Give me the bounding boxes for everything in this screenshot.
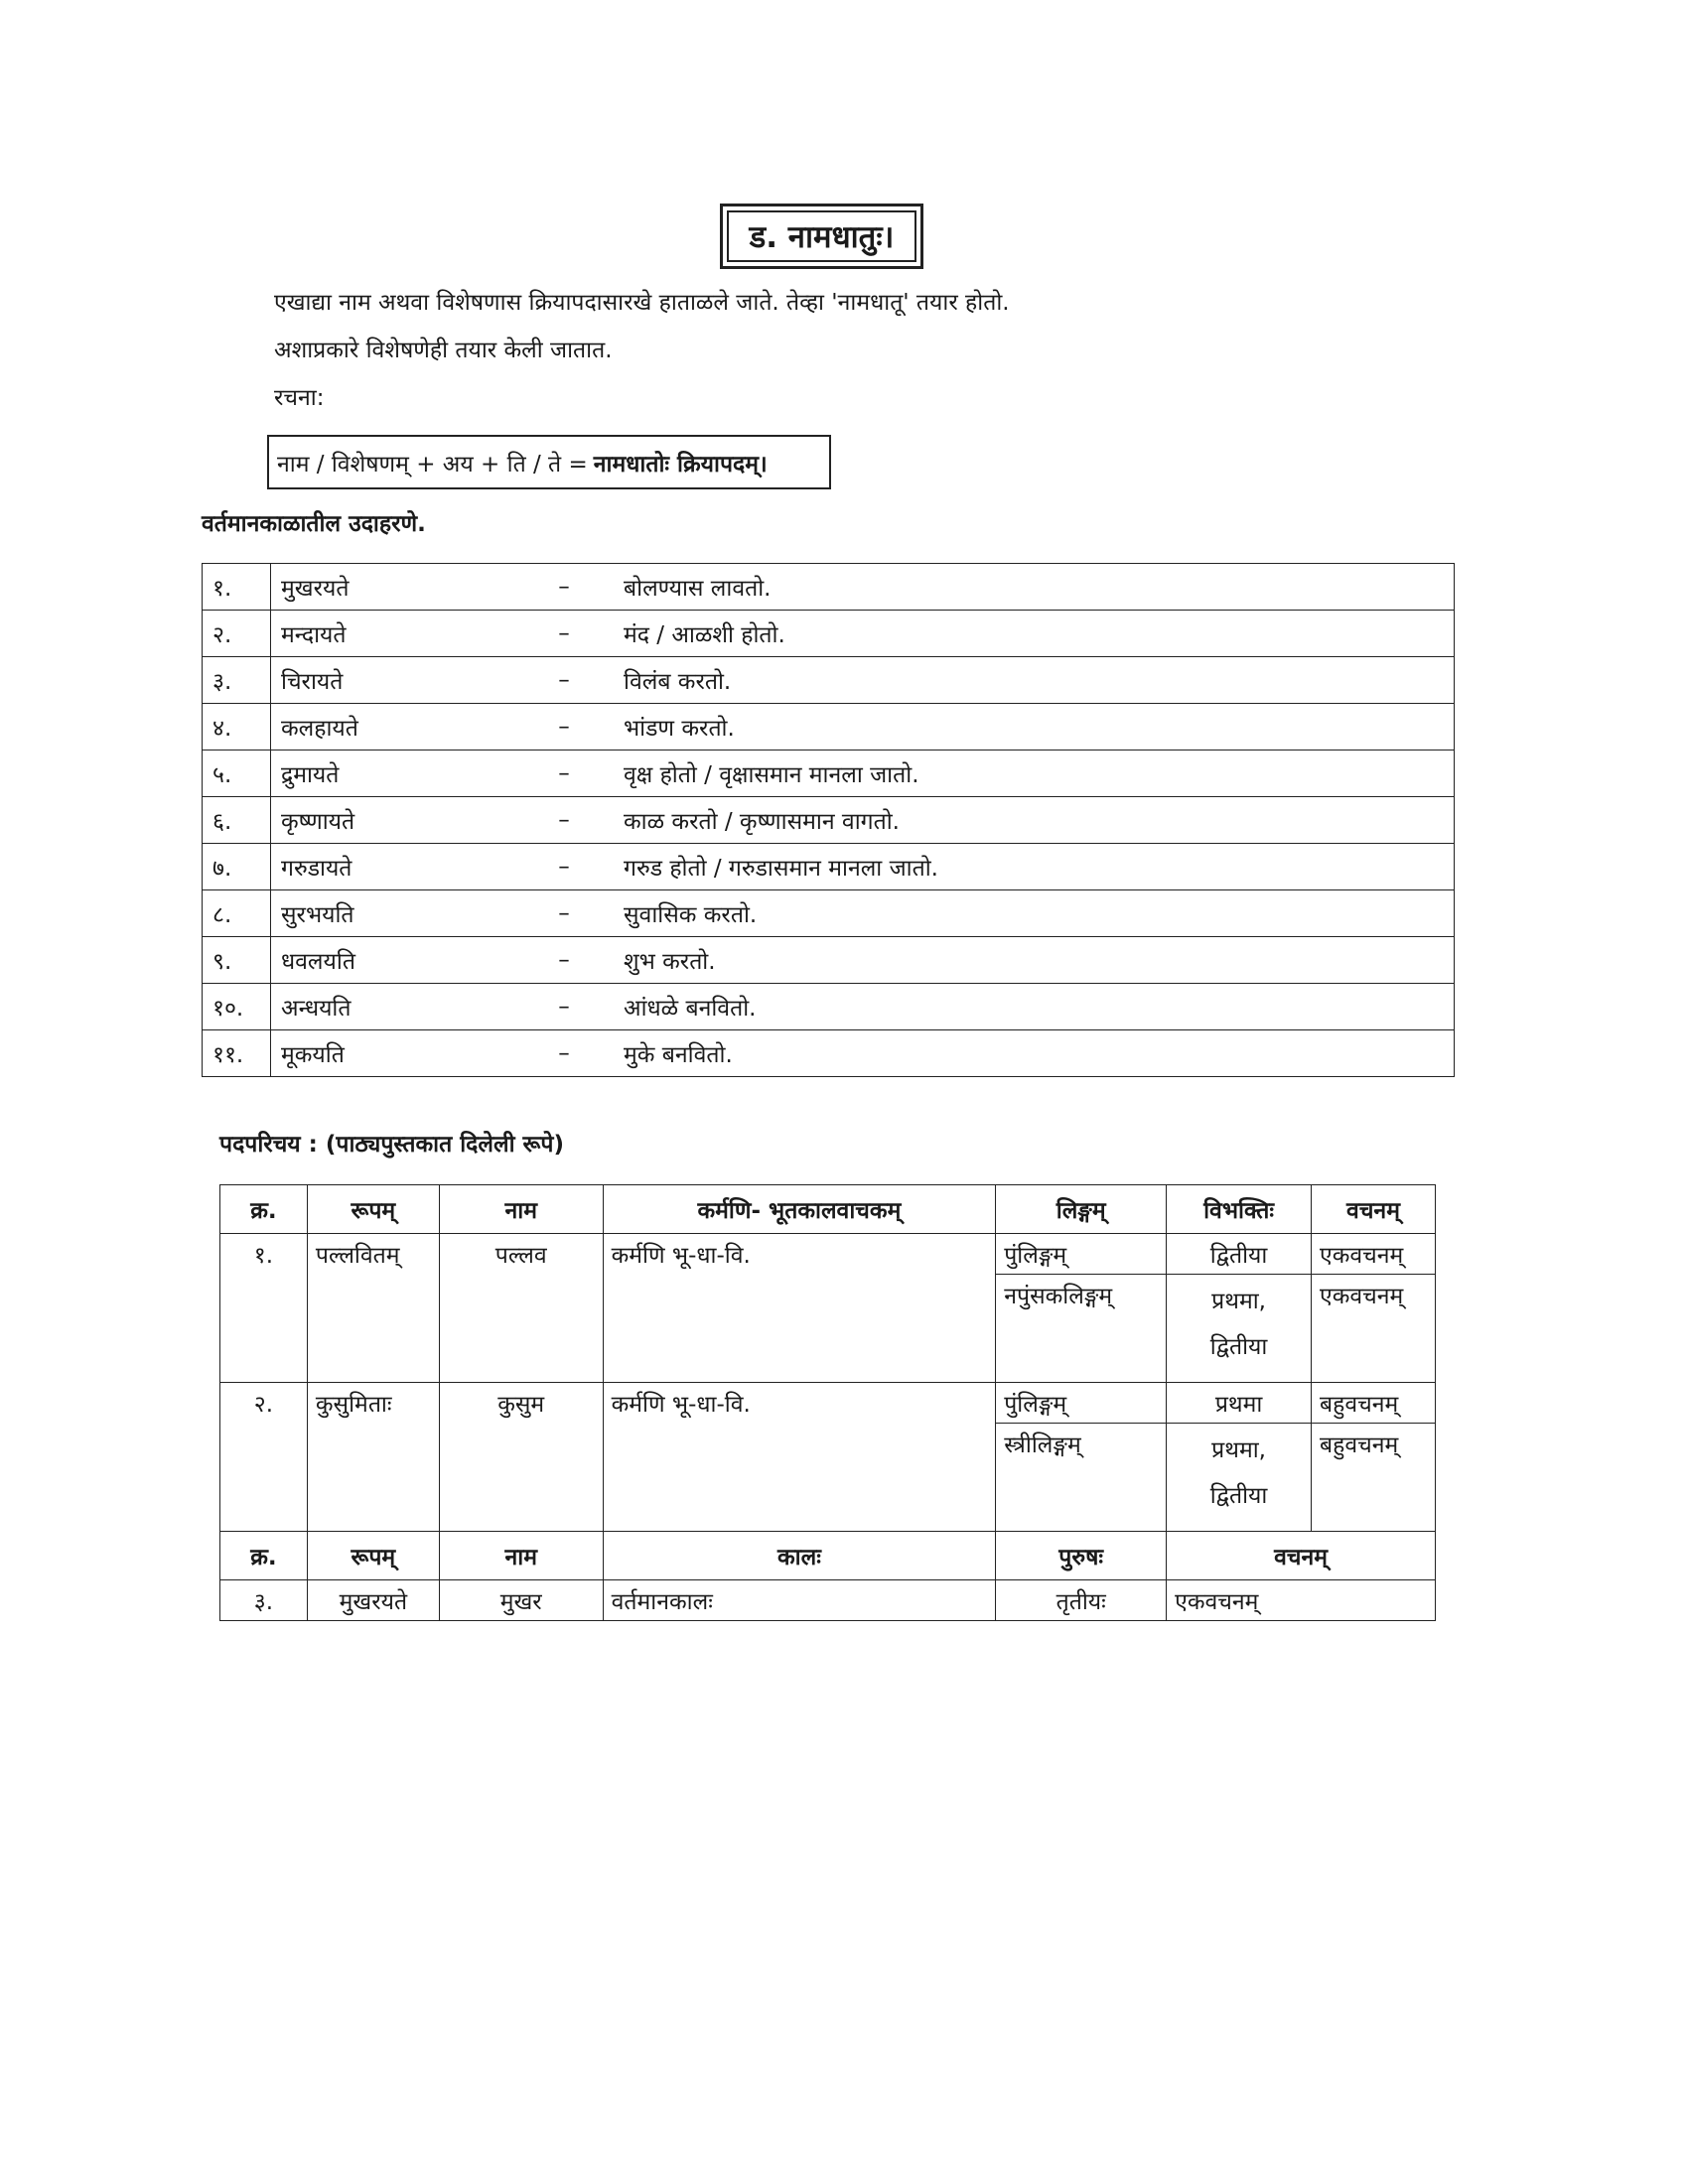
row-number: २. <box>220 1383 308 1532</box>
table-row <box>203 844 1455 890</box>
example-meaning: मंद / आळशी होतो. <box>614 611 1455 657</box>
header-cell: लिङ्गम् <box>996 1185 1167 1234</box>
vibhakti-cell <box>1167 1275 1312 1383</box>
table-row <box>203 984 1455 1030</box>
dash: – <box>514 1030 614 1077</box>
table-row <box>203 657 1455 704</box>
naam-cell: कुसुम <box>439 1383 603 1532</box>
example-word: चिरायते <box>271 657 515 704</box>
example-word: कृष्णायते <box>271 797 515 844</box>
dash: – <box>514 657 614 704</box>
row-number: ३. <box>220 1580 308 1621</box>
table-row <box>203 751 1455 797</box>
dash: – <box>514 704 614 751</box>
rupam-cell: मुखरयते <box>307 1580 439 1621</box>
example-word: सुरभयति <box>271 890 515 937</box>
header-cell: वचनम् <box>1167 1532 1436 1580</box>
karmani-cell: कर्मणि भू-धा-वि. <box>603 1383 996 1532</box>
rupam-cell: कुसुमिताः <box>307 1383 439 1532</box>
example-word: मूकयति <box>271 1030 515 1077</box>
naam-cell: पल्लव <box>439 1234 603 1383</box>
vibhakti-cell: द्वितीया <box>1167 1234 1312 1275</box>
example-word: द्रुमायते <box>271 751 515 797</box>
examples-table <box>202 563 1455 1077</box>
header-cell: रूपम् <box>307 1185 439 1234</box>
linga-cell: पुंलिङ्गम् <box>996 1234 1167 1275</box>
example-meaning: काळ करतो / कृष्णासमान वागतो. <box>614 797 1455 844</box>
header-cell: रूपम् <box>307 1532 439 1580</box>
header-cell: कालः <box>603 1532 996 1580</box>
vibhakti-cell: प्रथमा <box>1167 1383 1312 1424</box>
row-number: ८. <box>203 890 271 937</box>
table-row <box>220 1580 1436 1621</box>
heading-box <box>720 204 923 269</box>
example-meaning: वृक्ष होतो / वृक्षासमान मानला जातो. <box>614 751 1455 797</box>
dash: – <box>514 844 614 890</box>
naam-cell: मुखर <box>439 1580 603 1621</box>
example-word: कलहायते <box>271 704 515 751</box>
table-row <box>220 1383 1436 1424</box>
example-meaning: बोलण्यास लावतो. <box>614 564 1455 611</box>
header-cell: क्र. <box>220 1185 308 1234</box>
example-word: गरुडायते <box>271 844 515 890</box>
karmani-cell: कर्मणि भू-धा-वि. <box>603 1234 996 1383</box>
table-row <box>203 564 1455 611</box>
example-word: मन्दायते <box>271 611 515 657</box>
table-row <box>203 1030 1455 1077</box>
row-number: ४. <box>203 704 271 751</box>
example-meaning: आंधळे बनवितो. <box>614 984 1455 1030</box>
table-row <box>203 704 1455 751</box>
row-number: ११. <box>203 1030 271 1077</box>
intro-line-3: रचना: <box>274 385 325 411</box>
dash: – <box>514 611 614 657</box>
row-number: ३. <box>203 657 271 704</box>
vachana-cell: बहुवचनम् <box>1312 1383 1436 1424</box>
header-cell: क्र. <box>220 1532 308 1580</box>
row-number: ६. <box>203 797 271 844</box>
formula-text: नाम / विशेषणम् + अय + ति / ते = <box>277 451 588 478</box>
linga-cell: स्त्रीलिङ्गम् <box>996 1424 1167 1532</box>
row-number: १. <box>203 564 271 611</box>
header-cell: वचनम् <box>1312 1185 1436 1234</box>
table-row <box>203 611 1455 657</box>
formula-box <box>267 435 831 489</box>
intro-line-1: एखाद्या नाम अथवा विशेषणास क्रियापदासारखे हाताळले जाते. तेव्हा 'नामधातू' तयार होतो. <box>274 290 1010 316</box>
dash: – <box>514 937 614 984</box>
table-row <box>203 890 1455 937</box>
header-cell: विभक्तिः <box>1167 1185 1312 1234</box>
header-cell: नाम <box>439 1532 603 1580</box>
example-word: मुखरयते <box>271 564 515 611</box>
example-meaning: भांडण करतो. <box>614 704 1455 751</box>
vachana-cell: बहुवचनम् <box>1312 1424 1436 1532</box>
pada-title: पदपरिचय : (पाठ्यपुस्तकात दिलेली रूपे) <box>219 1132 564 1158</box>
row-number: १०. <box>203 984 271 1030</box>
dash: – <box>514 984 614 1030</box>
header-cell: नाम <box>439 1185 603 1234</box>
header-cell: कर्मणि- भूतकालवाचकम् <box>603 1185 996 1234</box>
row-number: १. <box>220 1234 308 1383</box>
example-meaning: मुके बनवितो. <box>614 1030 1455 1077</box>
pada-header-row <box>220 1185 1436 1234</box>
examples-title: वर्तमानकाळातील उदाहरणे. <box>202 511 426 537</box>
vibhakti-line: प्रथमा, <box>1211 1289 1266 1314</box>
linga-cell: नपुंसकलिङ्गम् <box>996 1275 1167 1383</box>
purusha-cell: तृतीयः <box>996 1580 1167 1621</box>
kaal-cell: वर्तमानकालः <box>603 1580 996 1621</box>
formula-result: नामधातोः क्रियापदम्। <box>593 451 768 478</box>
table-row <box>203 937 1455 984</box>
vachana-cell: एकवचनम् <box>1167 1580 1436 1621</box>
page-title: ड. नामधातुः। <box>727 210 916 262</box>
vachana-cell: एकवचनम् <box>1312 1234 1436 1275</box>
table-row <box>203 797 1455 844</box>
vibhakti-line: द्वितीया <box>1209 1334 1268 1360</box>
row-number: ९. <box>203 937 271 984</box>
vibhakti-line: द्वितीया <box>1209 1483 1268 1509</box>
dash: – <box>514 890 614 937</box>
example-meaning: शुभ करतो. <box>614 937 1455 984</box>
dash: – <box>514 564 614 611</box>
pada-table <box>219 1184 1436 1621</box>
row-number: ५. <box>203 751 271 797</box>
linga-cell: पुंलिङ्गम् <box>996 1383 1167 1424</box>
vachana-cell: एकवचनम् <box>1312 1275 1436 1383</box>
example-meaning: विलंब करतो. <box>614 657 1455 704</box>
example-meaning: सुवासिक करतो. <box>614 890 1455 937</box>
dash: – <box>514 797 614 844</box>
example-word: धवलयति <box>271 937 515 984</box>
vibhakti-cell <box>1167 1424 1312 1532</box>
rupam-cell: पल्लवितम् <box>307 1234 439 1383</box>
intro-line-2: अशाप्रकारे विशेषणेही तयार केली जातात. <box>274 338 613 363</box>
header-cell: पुरुषः <box>996 1532 1167 1580</box>
row-number: २. <box>203 611 271 657</box>
vibhakti-line: प्रथमा, <box>1211 1437 1266 1463</box>
table-row <box>220 1234 1436 1275</box>
example-meaning: गरुड होतो / गरुडासमान मानला जातो. <box>614 844 1455 890</box>
pada-header-row-2 <box>220 1532 1436 1580</box>
example-word: अन्धयति <box>271 984 515 1030</box>
row-number: ७. <box>203 844 271 890</box>
dash: – <box>514 751 614 797</box>
